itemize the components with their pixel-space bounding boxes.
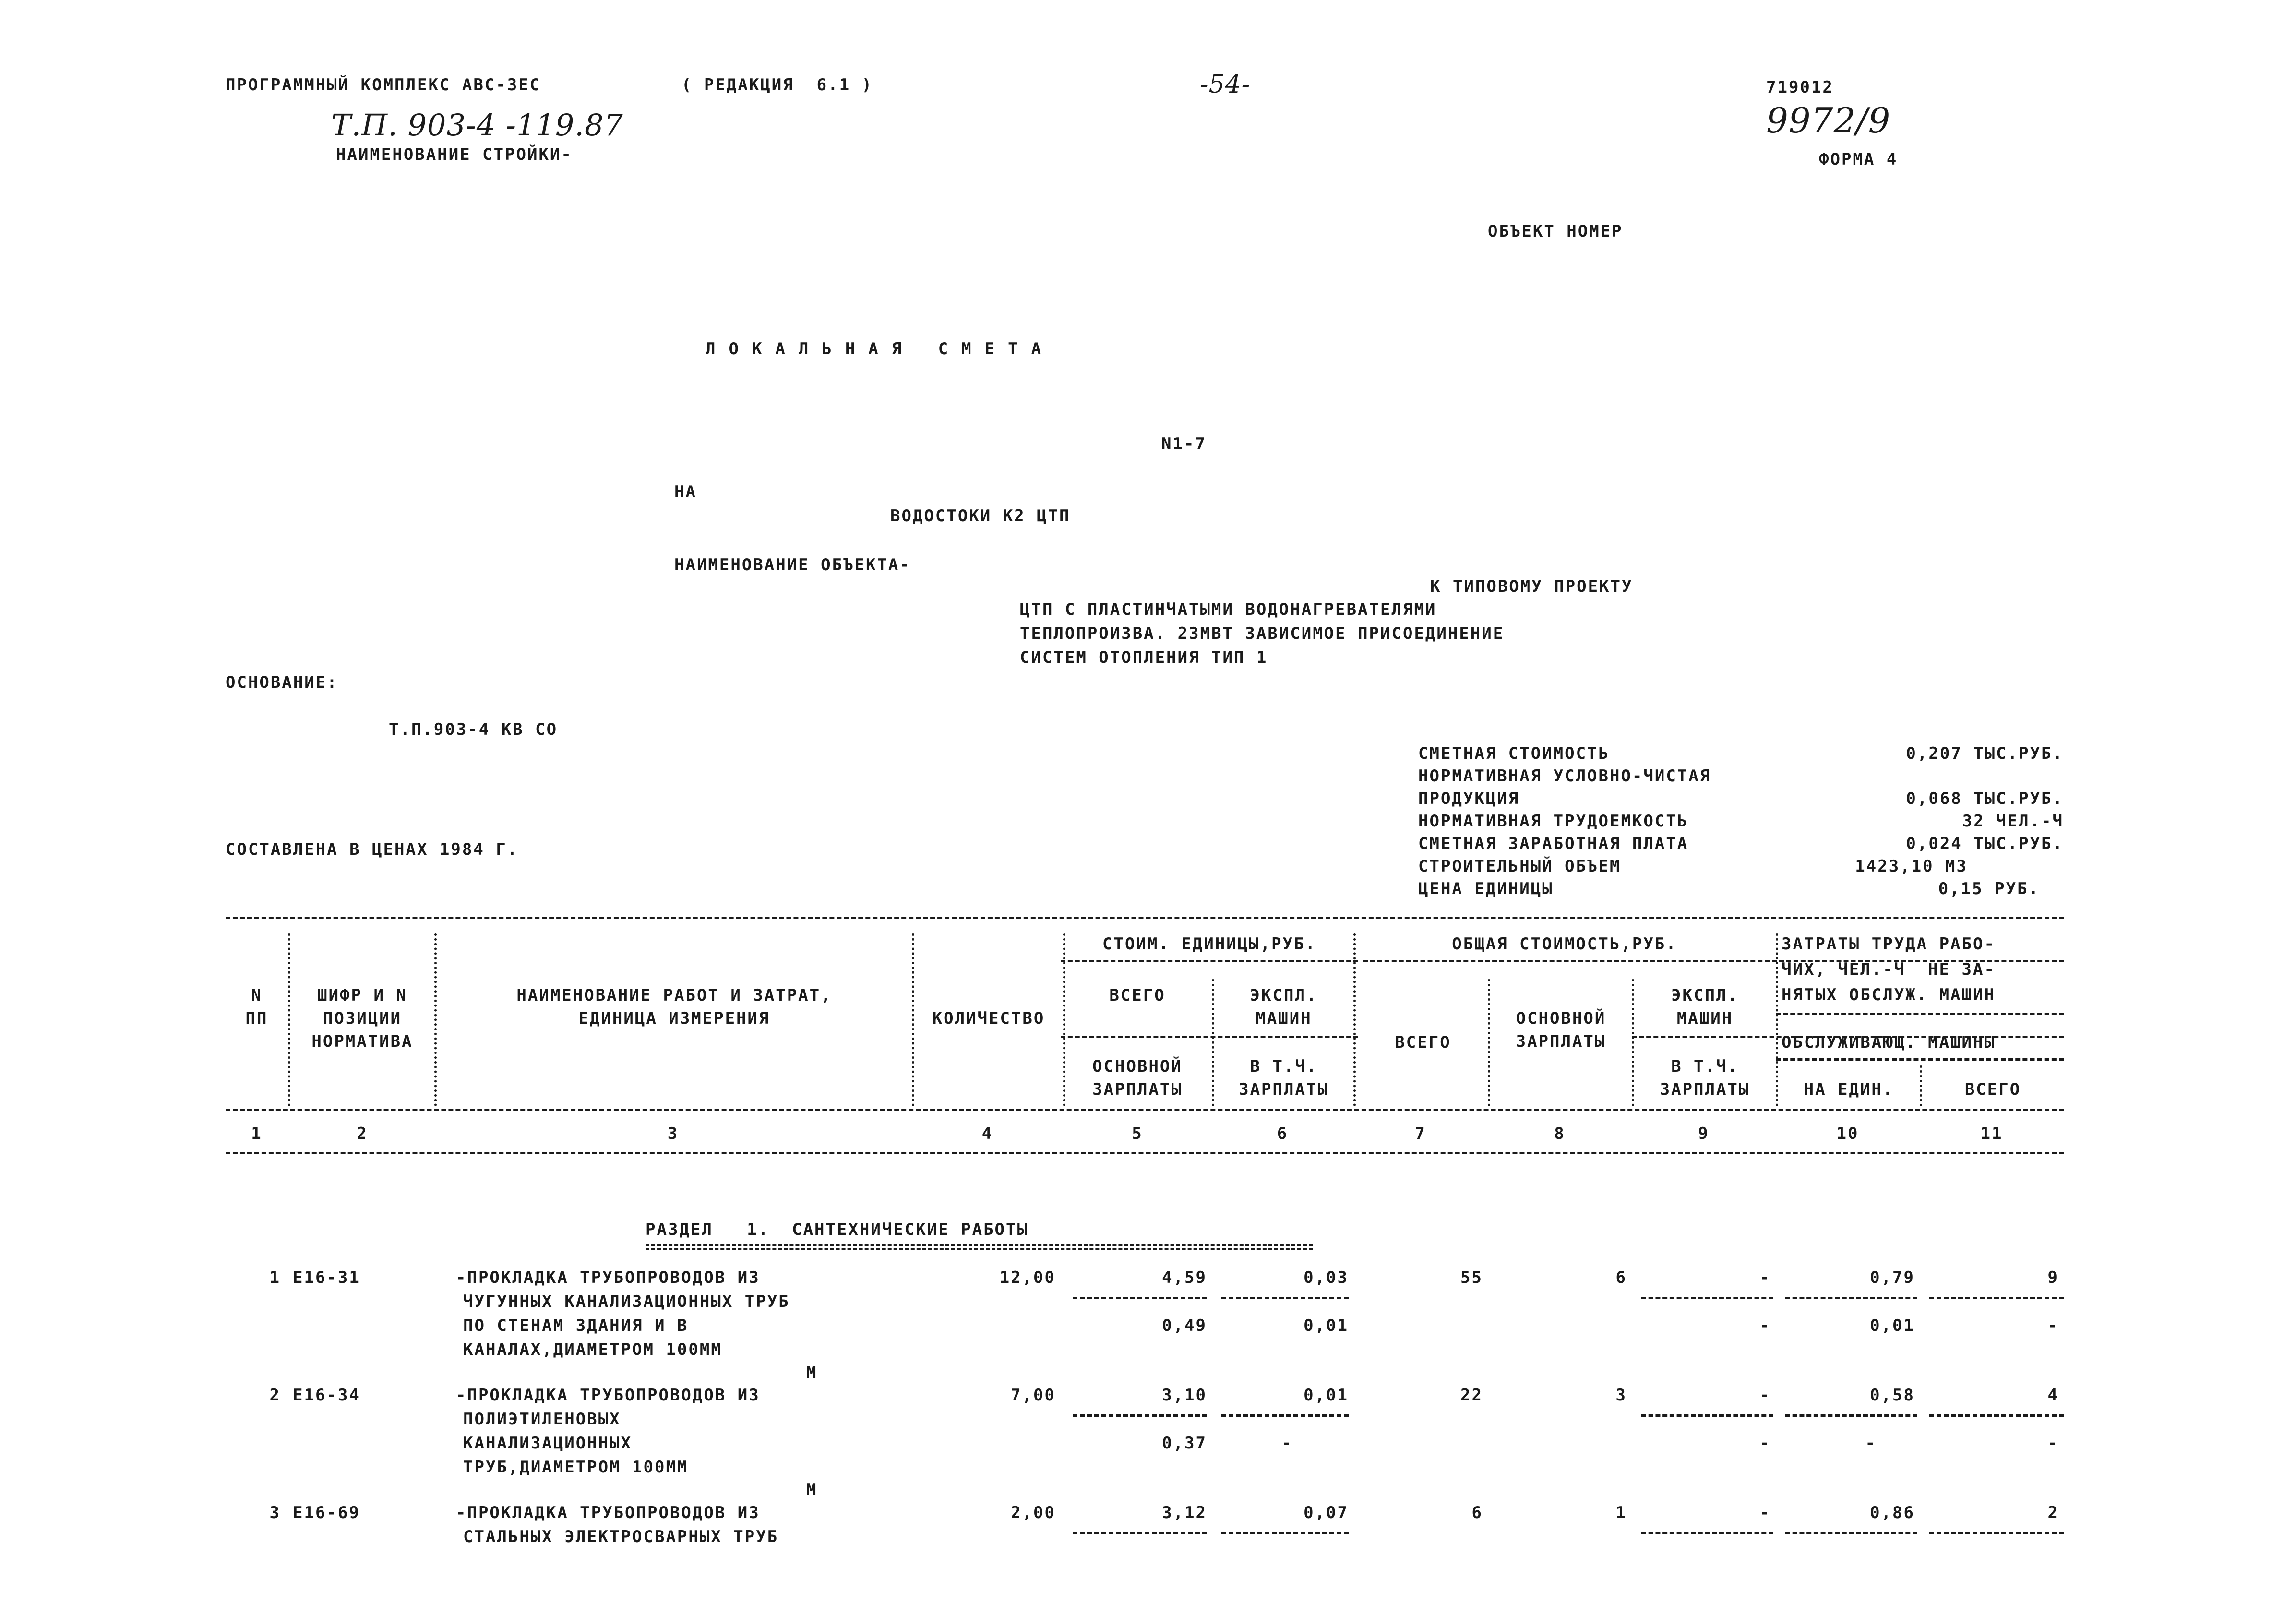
row-labor-total: 9	[2047, 1268, 2059, 1287]
object-number-label: ОБЪЕКТ НОМЕР	[1488, 222, 1623, 241]
cell-rule	[1073, 1532, 1207, 1534]
summary-value: 0,024 ТЫС.РУБ.	[1906, 834, 2064, 853]
row-description: СТАЛЬНЫХ ЭЛЕКТРОСВАРНЫХ ТРУБ	[463, 1527, 779, 1546]
column-number: 3	[667, 1124, 679, 1143]
row-labor-unit: 0,79	[1870, 1268, 1915, 1287]
price-basis: СОСТАВЛЕНА В ЦЕНАХ 1984 Г.	[226, 840, 519, 859]
handwritten-reference: 9972/9	[1766, 100, 1891, 141]
cell-rule	[1221, 1414, 1349, 1417]
cell-rule	[1073, 1297, 1207, 1299]
col-name-header: НАИМЕНОВАНИЕ РАБОТ И ЗАТРАТ,	[516, 986, 832, 1005]
object-name-label: НАИМЕНОВАНИЕ ОБЪЕКТА-	[674, 555, 911, 574]
row-total-base-salary: 6	[1615, 1268, 1627, 1287]
total-base-salary-header: ЗАРПЛАТЫ	[1516, 1032, 1606, 1051]
row-labor-serv-unit: 0,01	[1870, 1316, 1915, 1335]
row-total: 22	[1460, 1386, 1483, 1405]
complex-name: ПРОГРАММНЫЙ КОМПЛЕКС АВС-3ЕС	[226, 75, 541, 95]
col-separator	[1063, 933, 1065, 1106]
column-number: 7	[1415, 1124, 1426, 1143]
labor-header: ЗАТРАТЫ ТРУДА РАБО-	[1782, 934, 1996, 954]
cell-rule	[1221, 1297, 1349, 1299]
column-number: 8	[1554, 1124, 1566, 1143]
summary-value: 0,207 ТЫС.РУБ.	[1906, 744, 2064, 763]
header-bottom-rule	[226, 1109, 2064, 1111]
total-incl-salary-header: ЗАРПЛАТЫ	[1660, 1080, 1750, 1099]
summary-label: НОРМАТИВНАЯ УСЛОВНО-ЧИСТАЯ	[1418, 766, 1711, 786]
row-unit: М	[806, 1363, 818, 1382]
row-unit-incl-salary: -	[1281, 1434, 1293, 1453]
row-total-machines: -	[1759, 1268, 1771, 1287]
row-unit-total: 4,59	[1162, 1268, 1207, 1287]
column-number: 6	[1277, 1124, 1289, 1143]
col-separator	[288, 933, 290, 1106]
col-quantity-header: КОЛИЧЕСТВО	[932, 1009, 1045, 1028]
object-line-2: ЦТП С ПЛАСТИНЧАТЫМИ ВОДОНАГРЕВАТЕЛЯМИ	[1020, 600, 1437, 619]
row-description: ПО СТЕНАМ ЗДАНИЯ И В	[463, 1316, 689, 1335]
na-label: НА	[674, 482, 697, 502]
row-total-machines: -	[1759, 1386, 1771, 1405]
column-number: 9	[1698, 1124, 1710, 1143]
column-number: 2	[357, 1124, 368, 1143]
col-code-header: НОРМАТИВА	[311, 1032, 413, 1051]
summary-value: 32 ЧЕЛ.-Ч	[1962, 812, 2064, 831]
document-title: ЛОКАЛЬНАЯ СМЕТА	[706, 339, 1055, 359]
edition: ( РЕДАКЦИЯ 6.1 )	[682, 75, 873, 95]
row-total: 6	[1471, 1503, 1483, 1522]
cell-rule	[1641, 1414, 1773, 1417]
row-labor-total: 2	[2047, 1503, 2059, 1522]
estimate-number: N1-7	[1161, 434, 1207, 454]
unit-machines-header: ЭКСПЛ.	[1250, 986, 1318, 1005]
row-description: -ПРОКЛАДКА ТРУБОПРОВОДОВ ИЗ	[456, 1268, 760, 1287]
estimate-subject: ВОДОСТОКИ К2 ЦТП	[890, 506, 1071, 526]
total-base-salary-header: ОСНОВНОЙ	[1516, 1009, 1606, 1028]
unit-incl-salary-header: ЗАРПЛАТЫ	[1239, 1080, 1329, 1099]
row-total-incl-salary: -	[1759, 1434, 1771, 1453]
row-labor-unit: 0,86	[1870, 1503, 1915, 1522]
col-number-header: ПП	[245, 1009, 268, 1028]
numbers-bottom-rule	[226, 1152, 2064, 1154]
column-number: 11	[1980, 1124, 2003, 1143]
unit-mid-rule	[1061, 1036, 1358, 1038]
row-unit-base-salary: 0,37	[1162, 1434, 1207, 1453]
summary-value: 0,15 РУБ.	[1938, 879, 2040, 898]
labor-unit-header: НА ЕДИН.	[1804, 1080, 1894, 1099]
row-unit-total: 3,10	[1162, 1386, 1207, 1405]
row-number: 2	[269, 1386, 281, 1405]
summary-label: СМЕТНАЯ ЗАРАБОТНАЯ ПЛАТА	[1418, 834, 1689, 853]
unit-cost-rule	[1061, 960, 1358, 962]
column-number: 4	[981, 1124, 993, 1143]
handwritten-project-number: Т.П. 903-4 -119.87	[331, 108, 623, 143]
cell-rule	[1221, 1532, 1349, 1534]
total-cost-header: ОБЩАЯ СТОИМОСТЬ,РУБ.	[1452, 934, 1677, 954]
object-line-4: СИСТЕМ ОТОПЛЕНИЯ ТИП 1	[1020, 648, 1268, 667]
basis-label: ОСНОВАНИЕ:	[226, 673, 338, 692]
row-description: КАНАЛАХ,ДИАМЕТРОМ 100ММ	[463, 1340, 722, 1359]
row-labor-serv-unit: -	[1865, 1434, 1877, 1453]
summary-label: ЦЕНА ЕДИНИЦЫ	[1418, 879, 1554, 898]
table-top-rule	[226, 917, 2064, 919]
total-all-header: ВСЕГО	[1395, 1033, 1451, 1052]
cell-rule	[1073, 1414, 1207, 1417]
row-quantity: 7,00	[1011, 1386, 1056, 1405]
total-machines-header: ЭКСПЛ.	[1671, 986, 1739, 1005]
summary-value: 1423,10 М3	[1855, 857, 1968, 876]
col-name-header: ЕДИНИЦА ИЗМЕРЕНИЯ	[578, 1009, 770, 1028]
unit-machines-header: МАШИН	[1256, 1009, 1312, 1028]
build-name-label: НАИМЕНОВАНИЕ СТРОЙКИ-	[336, 145, 573, 164]
row-labor-serv-total: -	[2047, 1434, 2059, 1453]
row-description: ПОЛИЭТИЛЕНОВЫХ	[463, 1410, 621, 1429]
section-title: РАЗДЕЛ 1. САНТЕХНИЧЕСКИЕ РАБОТЫ	[646, 1220, 1028, 1239]
basis-value: Т.П.903-4 КВ СО	[389, 720, 558, 739]
row-labor-unit: 0,58	[1870, 1386, 1915, 1405]
row-total-base-salary: 3	[1615, 1386, 1627, 1405]
col-code-header: ШИФР И N	[317, 986, 407, 1005]
page-number: -54-	[1200, 70, 1251, 99]
unit-base-salary-header: ЗАРПЛАТЫ	[1092, 1080, 1183, 1099]
col-separator	[1776, 933, 1778, 1106]
col-code-header: ПОЗИЦИИ	[323, 1009, 402, 1028]
cell-rule	[1785, 1414, 1917, 1417]
cell-rule	[1929, 1414, 2064, 1417]
form-label: ФОРМА 4	[1819, 150, 1898, 169]
unit-base-salary-header: ОСНОВНОЙ	[1092, 1057, 1183, 1076]
labor-total-header: ВСЕГО	[1964, 1080, 2021, 1099]
row-total-incl-salary: -	[1759, 1316, 1771, 1335]
row-total-machines: -	[1759, 1503, 1771, 1522]
row-total-base-salary: 1	[1615, 1503, 1627, 1522]
unit-total-header: ВСЕГО	[1109, 986, 1166, 1005]
row-unit-incl-salary: 0,01	[1303, 1316, 1349, 1335]
summary-value: 0,068 ТЫС.РУБ.	[1906, 789, 2064, 808]
row-unit-base-salary: 0,49	[1162, 1316, 1207, 1335]
row-unit-machines: 0,01	[1303, 1386, 1349, 1405]
row-labor-total: 4	[2047, 1386, 2059, 1405]
row-unit-total: 3,12	[1162, 1503, 1207, 1522]
cell-rule	[1641, 1297, 1773, 1299]
cell-rule	[1785, 1532, 1917, 1534]
row-description: -ПРОКЛАДКА ТРУБОПРОВОДОВ ИЗ	[456, 1503, 760, 1522]
row-description: ЧУГУННЫХ КАНАЛИЗАЦИОННЫХ ТРУБ	[463, 1292, 790, 1311]
summary-label: НОРМАТИВНАЯ ТРУДОЕМКОСТЬ	[1418, 812, 1689, 831]
column-number: 10	[1836, 1124, 1859, 1143]
cell-rule	[1785, 1297, 1917, 1299]
column-number: 5	[1132, 1124, 1143, 1143]
row-description: КАНАЛИЗАЦИОННЫХ	[463, 1434, 633, 1453]
row-description: -ПРОКЛАДКА ТРУБОПРОВОДОВ ИЗ	[456, 1386, 760, 1405]
col-separator	[434, 933, 437, 1106]
row-description: ТРУБ,ДИАМЕТРОМ 100ММ	[463, 1458, 689, 1477]
unit-cost-header: СТОИМ. ЕДИНИЦЫ,РУБ.	[1102, 934, 1316, 954]
row-number: 3	[269, 1503, 281, 1522]
row-unit-machines: 0,07	[1303, 1503, 1349, 1522]
labor-rule	[1776, 1013, 2064, 1015]
labor-service-header: ОБСЛУЖИВАЮЩ. МАШИНЫ	[1782, 1033, 1996, 1052]
document-code: 719012	[1766, 78, 1834, 97]
row-number: 1	[269, 1268, 281, 1287]
row-code: Е16-69	[293, 1503, 360, 1522]
col-separator	[1353, 933, 1356, 1106]
cell-rule	[1641, 1532, 1773, 1534]
summary-label: ПРОДУКЦИЯ	[1418, 789, 1520, 808]
row-code: Е16-31	[293, 1268, 360, 1287]
row-quantity: 2,00	[1011, 1503, 1056, 1522]
object-line-3: ТЕПЛОПРОИЗВА. 23МВТ ЗАВИСИМОЕ ПРИСОЕДИНЕНИЕ	[1020, 624, 1505, 643]
object-line-1: К ТИПОВОМУ ПРОЕКТУ	[1430, 577, 1633, 596]
row-unit-machines: 0,03	[1303, 1268, 1349, 1287]
cell-rule	[1929, 1297, 2064, 1299]
section-underline	[646, 1244, 1313, 1250]
row-code: Е16-34	[293, 1386, 360, 1405]
row-total: 55	[1460, 1268, 1483, 1287]
column-number: 1	[251, 1124, 263, 1143]
total-machines-header: МАШИН	[1676, 1009, 1734, 1028]
row-unit: М	[806, 1481, 818, 1500]
unit-incl-salary-header: В Т.Ч.	[1250, 1057, 1318, 1076]
labor-mid-rule	[1776, 1058, 2064, 1061]
labor-header: ЧИХ, ЧЕЛ.-Ч НЕ ЗА-	[1782, 960, 1996, 979]
cell-rule	[1929, 1532, 2064, 1534]
row-labor-serv-total: -	[2047, 1316, 2059, 1335]
labor-header: НЯТЫХ ОБСЛУЖ. МАШИН	[1782, 985, 1996, 1005]
row-quantity: 12,00	[999, 1268, 1056, 1287]
summary-label: СТРОИТЕЛЬНЫЙ ОБЪЕМ	[1418, 857, 1621, 876]
total-incl-salary-header: В Т.Ч.	[1671, 1057, 1739, 1076]
summary-label: СМЕТНАЯ СТОИМОСТЬ	[1418, 744, 1610, 763]
col-number-header: N	[251, 986, 263, 1005]
